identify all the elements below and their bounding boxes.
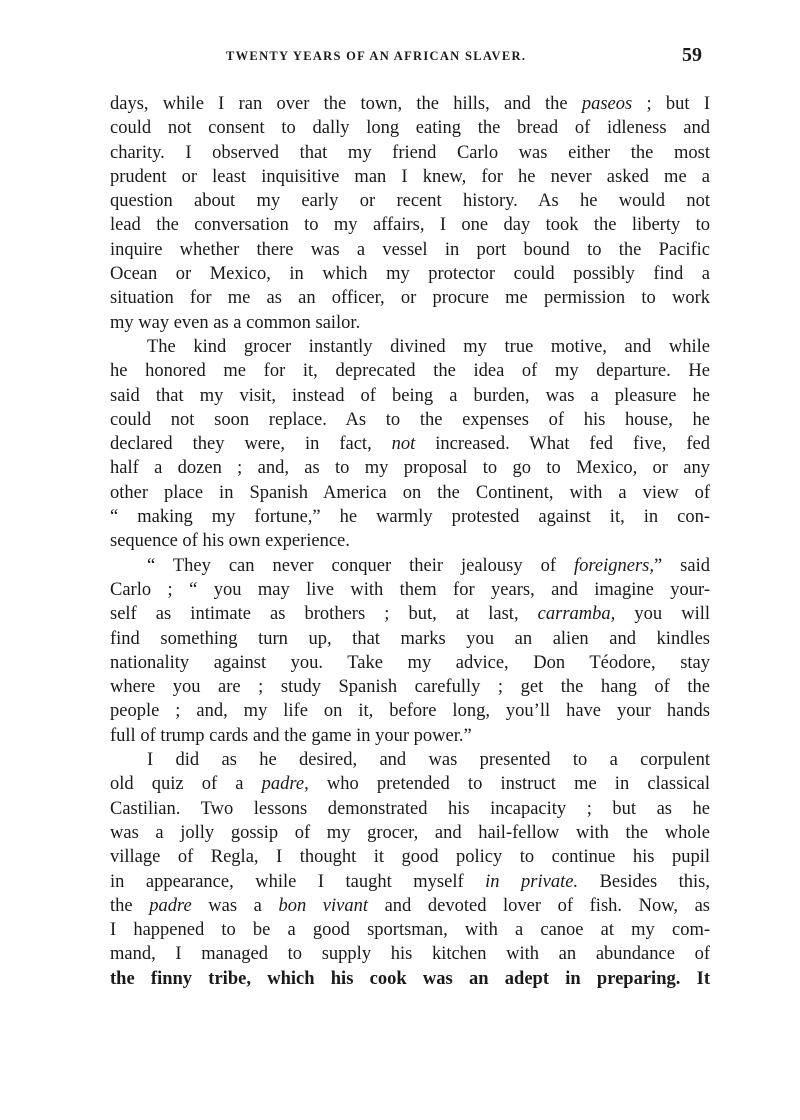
text-line	[110, 967, 710, 991]
text-segment: sequence of his own experience.	[110, 531, 350, 552]
text-line	[110, 238, 710, 262]
text-segment: was a jolly gossip of my grocer, and hail-fellow with the whole	[110, 822, 710, 843]
text-segment: and devoted lover of fish. Now, as	[368, 895, 710, 916]
text-segment: village of Regla, I thought it good policy to continue his pupil	[110, 847, 710, 868]
text-line	[110, 529, 710, 553]
text-line	[110, 894, 710, 918]
italic-text: bon vivant	[278, 895, 368, 916]
text-line	[110, 335, 710, 359]
text-segment: inquire whether there was a vessel in port bound to the Pacific	[110, 239, 710, 260]
running-title: TWENTY YEARS OF AN AFRICAN SLAVER.	[226, 49, 527, 63]
text-segment: he honored me for it, deprecated the idea of my departure. He	[110, 361, 710, 382]
text-line	[110, 772, 710, 796]
text-segment: mand, I managed to supply his kitchen with an abundance of	[110, 944, 710, 965]
text-line	[110, 699, 710, 723]
text-segment: find something turn up, that marks you an alien and kindles	[110, 628, 710, 649]
text-line	[110, 311, 710, 335]
text-segment: nationality against you. Take my advice, Don Téodore, stay	[110, 652, 710, 673]
text-line	[110, 432, 710, 456]
text-line	[110, 165, 710, 189]
page-number: 59	[682, 44, 702, 66]
text-segment: question about my early or recent history. As he would not	[110, 191, 710, 212]
text-segment: was a	[191, 895, 279, 916]
text-line	[110, 359, 710, 383]
text-segment: the finny tribe, which his cook was an adept in preparing. It	[110, 968, 710, 989]
text-line	[110, 481, 710, 505]
text-segment: old quiz of a	[110, 774, 262, 795]
text-segment: “ They can never conquer their jealousy of	[147, 555, 574, 576]
text-segment: Ocean or Mexico, in which my protector could possibly find a	[110, 264, 710, 285]
text-segment: in appearance, while I taught myself	[110, 871, 486, 892]
italic-text: in private.	[485, 871, 579, 892]
text-segment: my way even as a common sailor.	[110, 312, 361, 333]
text-segment: Castilian. Two lessons demonstrated his incapacity ; but as he	[110, 798, 710, 819]
text-line	[110, 141, 710, 165]
text-segment: lead the conversation to my affairs, I one day took the liberty to	[110, 215, 710, 236]
text-line	[110, 116, 710, 140]
italic-text: carramba,	[537, 604, 616, 625]
italic-text: paseos	[581, 94, 633, 114]
text-segment: Carlo ; “ you may live with them for years, and imagine your-	[110, 579, 710, 600]
text-segment: ” said	[654, 555, 710, 576]
text-line	[110, 845, 710, 869]
text-line	[110, 748, 710, 772]
text-segment: could not soon replace. As to the expenses of his house, he	[110, 409, 710, 430]
text-line	[110, 870, 710, 894]
italic-text: not	[391, 434, 416, 455]
text-line	[110, 821, 710, 845]
text-line	[110, 505, 710, 529]
text-segment: you will	[615, 604, 710, 625]
text-line	[110, 286, 710, 310]
text-line	[110, 724, 710, 748]
text-segment: The kind grocer instantly divined my true motive, and while	[147, 336, 710, 357]
text-line	[110, 797, 710, 821]
text-segment: full of trump cards and the game in your power.”	[110, 725, 472, 746]
italic-text: foreigners,	[574, 555, 654, 576]
text-segment: the	[110, 895, 150, 916]
text-segment: “ making my fortune,” he warmly protested against it, in con-	[110, 507, 710, 528]
text-segment: who pretended to instruct me in classical	[308, 774, 710, 795]
text-segment: situation for me as an officer, or procure me permission to work	[110, 288, 710, 309]
text-line	[110, 262, 710, 286]
text-line	[110, 918, 710, 942]
text-segment: declared they were, in fact,	[110, 434, 392, 455]
text-line	[110, 456, 710, 480]
text-segment: prudent or least inquisitive man I knew, for he never asked me a	[110, 166, 710, 187]
text-line	[110, 651, 710, 675]
text-line	[110, 675, 710, 699]
text-line	[110, 942, 710, 966]
text-segment: I happened to be a good sportsman, with a canoe at my com-	[110, 920, 710, 941]
text-segment: people ; and, my life on it, before long, you’ll have your hands	[110, 701, 710, 722]
text-segment: days, while I ran over the town, the hills, and the	[110, 94, 582, 114]
text-segment: Besides this,	[578, 871, 710, 892]
text-line	[110, 627, 710, 651]
body-text	[110, 92, 710, 991]
italic-text: padre	[149, 895, 192, 916]
text-line	[110, 384, 710, 408]
text-segment: I did as he desired, and was presented to a corpulent	[147, 750, 710, 771]
text-line	[110, 554, 710, 578]
text-segment: half a dozen ; and, as to my proposal to go to Mexico, or any	[110, 458, 710, 479]
text-line	[110, 92, 710, 116]
text-segment: ; but I	[632, 94, 710, 114]
text-line	[110, 602, 710, 626]
text-segment: other place in Spanish America on the Continent, with a view of	[110, 482, 710, 503]
text-segment: charity. I observed that my friend Carlo was either the most	[110, 142, 710, 163]
text-segment: self as intimate as brothers ; but, at last,	[110, 604, 538, 625]
text-segment: where you are ; study Spanish carefully ; get the hang of the	[110, 677, 710, 698]
text-segment: could not consent to dally long eating the bread of idleness and	[110, 118, 710, 139]
text-line	[110, 213, 710, 237]
text-segment: said that my visit, instead of being a burden, was a pleasure he	[110, 385, 710, 406]
text-line	[110, 189, 710, 213]
text-segment: increased. What fed five, fed	[415, 434, 710, 455]
italic-text: padre,	[261, 774, 309, 795]
text-line	[110, 408, 710, 432]
text-line	[110, 578, 710, 602]
